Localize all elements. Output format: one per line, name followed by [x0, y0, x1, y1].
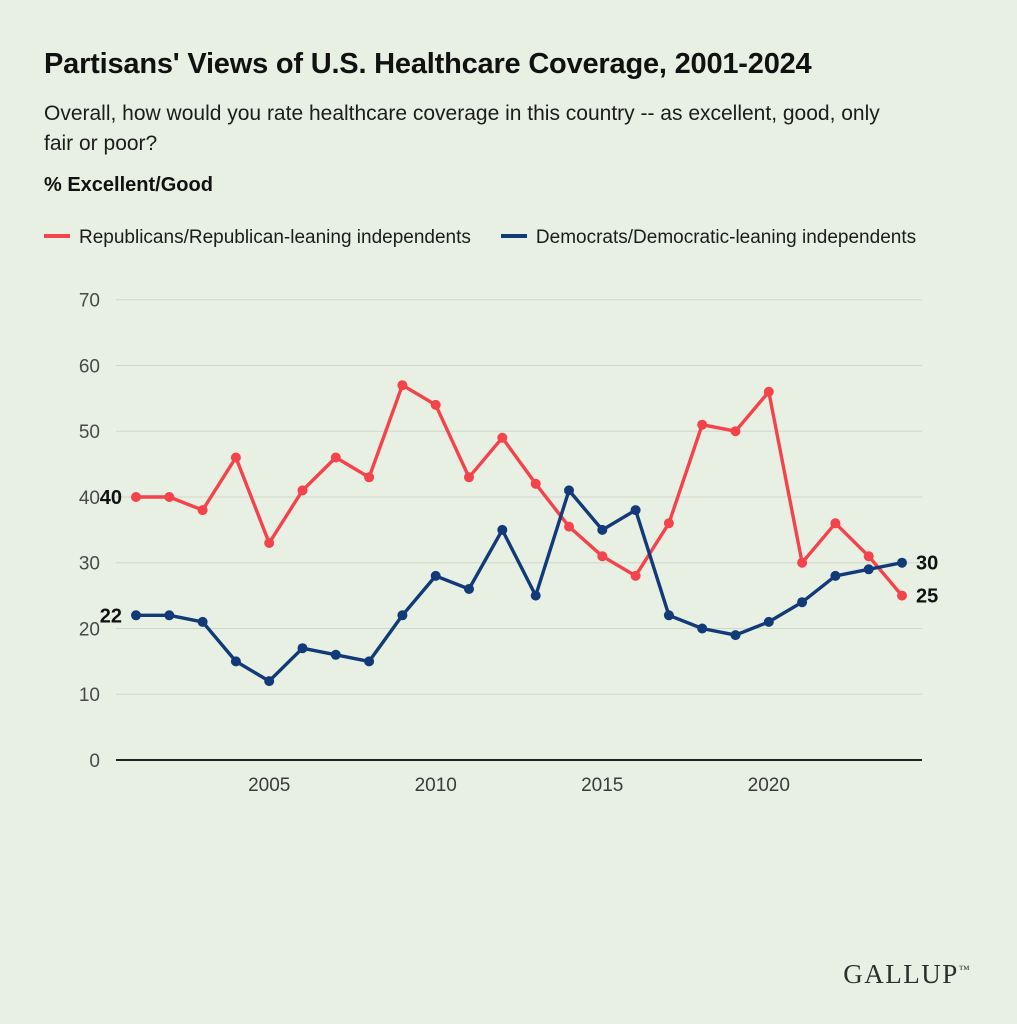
- data-point: [264, 676, 274, 686]
- data-point: [531, 591, 541, 601]
- legend-swatch-republicans: [44, 234, 70, 238]
- y-axis-tick-label: 0: [89, 751, 100, 773]
- legend-label-democrats: Democrats/Democratic-leaning independents: [535, 226, 917, 248]
- series-start-label: 22: [99, 605, 122, 628]
- data-point: [397, 381, 407, 391]
- legend-label-republicans: Republicans/Republican-leaning independents: [79, 226, 471, 248]
- legend-swatch-democrats: [501, 234, 527, 238]
- legend-item-republicans: [44, 227, 471, 248]
- data-point: [797, 558, 807, 568]
- series-end-label: 25: [916, 585, 939, 608]
- data-point: [564, 522, 574, 532]
- data-point: [864, 552, 874, 562]
- data-point: [431, 571, 441, 581]
- data-point: [797, 598, 807, 608]
- data-point: [564, 486, 574, 496]
- y-axis-tick-label: 10: [78, 685, 100, 707]
- data-point: [731, 630, 741, 640]
- data-point: [198, 617, 208, 627]
- series-line-democrats: [136, 491, 902, 682]
- data-point: [597, 525, 607, 535]
- y-axis-tick-label: 20: [78, 619, 100, 641]
- data-point: [198, 505, 208, 515]
- page-title: Partisans' Views of U.S. Healthcare Coverage, 2001-2024: [44, 48, 812, 80]
- data-point: [164, 611, 174, 621]
- data-point: [664, 611, 674, 621]
- brand-trademark: ™: [958, 964, 971, 976]
- data-point: [497, 525, 507, 535]
- data-point: [864, 565, 874, 575]
- data-point: [731, 427, 741, 437]
- chart-legend: [44, 223, 973, 252]
- series-start-label: 40: [99, 487, 122, 510]
- data-point: [264, 538, 274, 548]
- brand-name: GALLUP: [843, 959, 959, 989]
- data-point: [830, 571, 840, 581]
- data-point: [597, 552, 607, 562]
- line-chart: [44, 264, 974, 824]
- data-point: [897, 558, 907, 568]
- data-point: [531, 479, 541, 489]
- chart-measure-label: % Excellent/Good: [44, 173, 213, 196]
- x-axis-tick-label: 2005: [248, 775, 291, 797]
- data-point: [331, 453, 341, 463]
- x-axis-tick-label: 2010: [414, 775, 457, 797]
- y-axis-tick-label: 50: [78, 422, 100, 444]
- data-point: [764, 387, 774, 397]
- data-point: [298, 486, 308, 496]
- data-point: [764, 617, 774, 627]
- data-point: [631, 571, 641, 581]
- brand-logo: [843, 959, 971, 990]
- data-point: [631, 505, 641, 515]
- data-point: [164, 492, 174, 502]
- data-point: [231, 453, 241, 463]
- chart-plot-area: [44, 264, 974, 824]
- data-point: [464, 473, 474, 483]
- data-point: [464, 584, 474, 594]
- data-point: [431, 400, 441, 410]
- data-point: [664, 519, 674, 529]
- data-point: [697, 624, 707, 634]
- y-axis-tick-label: 60: [78, 356, 100, 378]
- data-point: [364, 473, 374, 483]
- series-end-label: 30: [916, 553, 939, 576]
- data-point: [830, 519, 840, 529]
- data-point: [497, 433, 507, 443]
- data-point: [364, 657, 374, 667]
- data-point: [697, 420, 707, 430]
- data-point: [397, 611, 407, 621]
- data-point: [331, 650, 341, 660]
- data-point: [131, 492, 141, 502]
- chart-subtitle: Overall, how would you rate healthcare coverage in this country -- as excellent, good, only fair or poor?: [44, 102, 880, 156]
- y-axis-tick-label: 30: [78, 554, 100, 576]
- data-point: [298, 644, 308, 654]
- data-point: [231, 657, 241, 667]
- data-point: [131, 611, 141, 621]
- x-axis-tick-label: 2015: [581, 775, 624, 797]
- y-axis-tick-label: 40: [78, 488, 100, 510]
- data-point: [897, 591, 907, 601]
- x-axis-tick-label: 2020: [747, 775, 790, 797]
- y-axis-tick-label: 70: [78, 291, 100, 313]
- legend-item-democrats: [501, 227, 916, 248]
